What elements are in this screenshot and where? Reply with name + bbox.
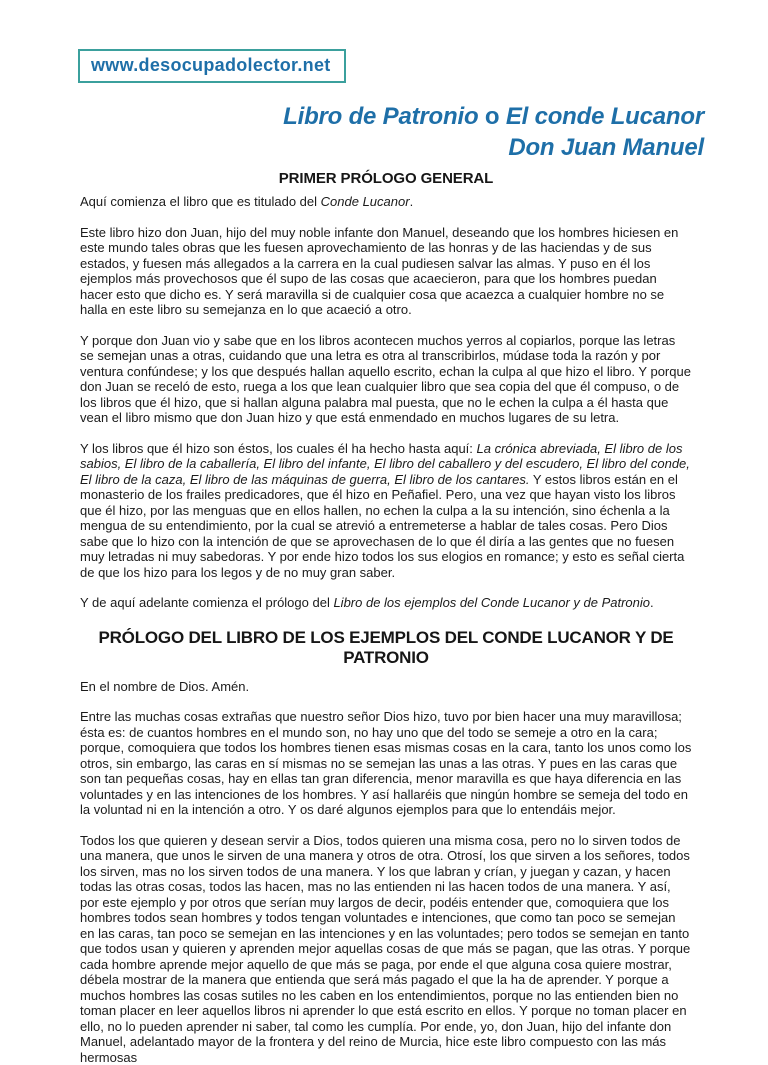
- paragraph: Este libro hizo don Juan, hijo del muy noble infante don Manuel, deseando que los hombres hiciesen en este mundo tales obras que les fuesen aprovechamiento de las honras y de las haciendas y de sus estados, y fuesen más allegados a la carrera en la cual pudiesen salvar las almas. Y puso en él los ejemplos más provechosos que él supo de las cosas que acaecieron, para que los hombres puedan hacer esto que dicho es. Y será maravilla si de cualquier cosa que acaezca a cualquier hombre no se halla en este libro su semejanza en lo que acaeció a otro.: [80, 225, 692, 318]
- prologue1-heading: PRIMER PRÓLOGO GENERAL: [80, 170, 692, 187]
- paragraph: Aquí comienza el libro que es titulado del Conde Lucanor.: [80, 194, 692, 210]
- paragraph: Y de aquí adelante comienza el prólogo del Libro de los ejemplos del Conde Lucanor y de Patronio.: [80, 595, 692, 611]
- paragraph: Y los libros que él hizo son éstos, los cuales él ha hecho hasta aquí: La crónica abreviada, El libro de los sabios, El libro de la caballería, El libro del infante, El libro del caballero y del escudero, El libro del conde, El libro de la caza, El libro de las máquinas de guerra, El libro de los cantares. Y estos libros están en el monasterio de los frailes predicadores, que él hizo en Peñafiel. Pero, una vez que hayan visto los libros que él hizo, por las menguas que en ellos hallen, no echen la culpa a la su intención, sino échenla a la mengua de su entendimiento, por la cual se atrevió a entremeterse a hablar de tales cosas. Pero Dios sabe que lo hizo con la intención de que se aprovechasen de lo que él diría a las gentes que no fuesen muy letradas ni muy sabedoras. Y por ende hizo todos los sus elogios en romance; y esto es señal cierta de que los hizo para los legos y de no muy gran saber.: [80, 441, 692, 581]
- book-author: Don Juan Manuel: [0, 132, 704, 163]
- paragraph: Y porque don Juan vio y sabe que en los libros acontecen muchos yerros al copiarlos, porque las letras se semejan unas a otras, cuidando que una letra es otra al transcribirlos, múdase toda la razón y por ventura confúndese; y los que después hallan aquello escrito, echan la culpa al que hizo el libro. Y porque don Juan se receló de esto, ruega a los que lean cualquier libro que sea copia del que él compuso, o de los libros que él hizo, que si hallan alguna palabra mal puesta, que no le echen la culpa a él hasta que vean el libro mismo que don Juan hizo y que está enmendado en muchos lugares de su letra.: [80, 333, 692, 426]
- book-title: Libro de Patronio o El conde Lucanor: [0, 101, 704, 132]
- prologue2-heading: PRÓLOGO DEL LIBRO DE LOS EJEMPLOS DEL CONDE LUCANOR Y DE PATRONIO: [80, 628, 692, 668]
- paragraph: Todos los que quieren y desean servir a Dios, todos quieren una misma cosa, pero no lo sirven todos de una manera, que unos le sirven de una manera y otros de otra. Otrosí, los que sirven a los señores, todos los sirven, mas no los sirven todos de una manera. Y los que labran y crían, y juegan y cazan, y hacen todas las otras cosas, todos las hacen, mas no las entienden ni las hacen todos de una manera. Y así, por este ejemplo y por otros que serían muy largos de decir, podéis entender que, comoquiera que los hombres todos sean hombres y todos tengan voluntades e intenciones, que como tan poco se semejan en las caras, tan poco se semejan en las intenciones y en las voluntades; pero todos se semejan en tanto que todos usan y quieren y aprenden mejor aquellas cosas de que más se pagan, que las otras. Y porque cada hombre aprende mejor aquello de que más se paga, por ende el que alguna cosa quiere mostrar, débela mostrar de la manera que entienda que será más pagado el que la ha de aprender. Y porque a muchos hombres las cosas sutiles no les caben en los entendimientos, porque no las entienden bien no toman placer en leer aquellos libros ni aprender lo que está escrito en ellos. Y porque no toman placer en ello, no lo pueden aprender ni saber, tal como les cumplía. Por ende, yo, don Juan, hijo del infante don Manuel, adelantado mayor de la frontera y del reino de Murcia, hice este libro compuesto con las más hermosas: [80, 833, 692, 1065]
- paragraph: Entre las muchas cosas extrañas que nuestro señor Dios hizo, tuvo por bien hacer una muy maravillosa; ésta es: de cuantos hombres en el mundo son, no hay uno que del todo se semeje a otro en la cara; porque, comoquiera que todos los hombres tienen esas mismas cosas en la cara, tanto los unos como los otros, sin embargo, las caras en sí mismas no se semejan las unas a las otras. Y pues en las caras que son tan pequeñas cosas, hay en ellas tan gran diferencia, menor maravilla es que haya diferencia en las voluntades y en las intenciones de los hombres. Y así hallaréis que ningún hombre se semeja del todo en la voluntad ni en la intención a otro. Y os daré algunos ejemplos para que lo entendáis mejor.: [80, 709, 692, 818]
- document-body: [80, 170, 692, 1065]
- title-block: [0, 101, 704, 163]
- site-url-badge[interactable]: www.desocupadolector.net: [78, 49, 346, 83]
- paragraph: En el nombre de Dios. Amén.: [80, 679, 692, 695]
